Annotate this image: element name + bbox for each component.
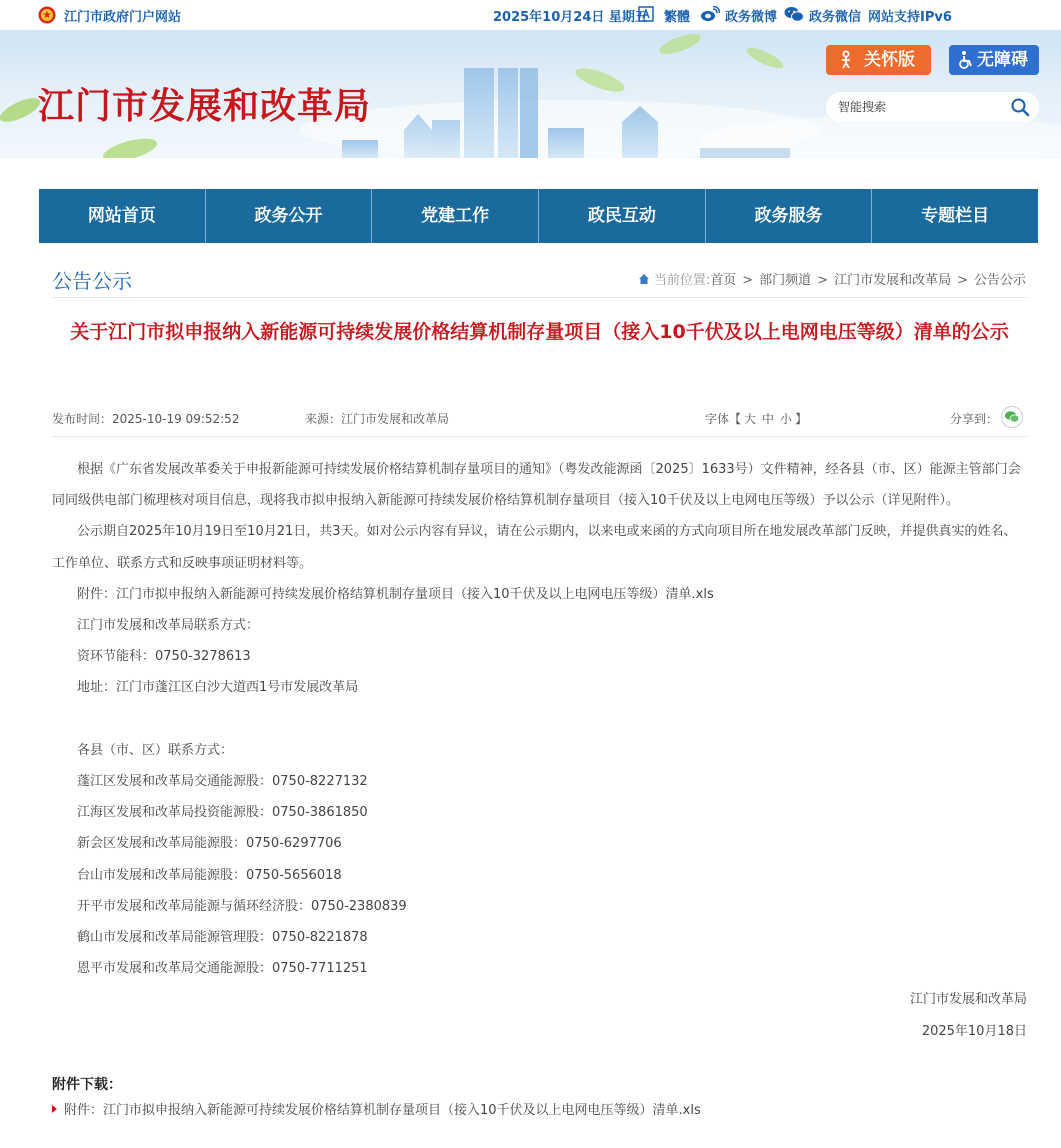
- contact-phone: 资环节能科：0750-3278613: [77, 649, 251, 665]
- county-contact: 新会区发展和改革局能源股：0750-6297706: [77, 836, 342, 852]
- breadcrumb-department[interactable]: 部门频道: [759, 273, 812, 288]
- breadcrumb: 当前位置:首页 > 部门频道 > 江门市发展和改革局 > 公告公示: [638, 269, 1026, 288]
- content-area: [39, 243, 1038, 1148]
- share-label: 分享到：: [950, 412, 999, 426]
- breadcrumb-bureau[interactable]: 江门市发展和改革局: [834, 273, 952, 288]
- blank-line: [52, 704, 1027, 735]
- article-title: 关于江门市拟申报纳入新能源可持续发展价格结算机制存量项目（接入10千伏及以上电网电压等级）清单的公示: [70, 321, 1009, 343]
- nav-special-topics[interactable]: 专题栏目: [921, 206, 990, 226]
- divider: [52, 297, 1027, 298]
- traditional-link[interactable]: 繁體: [664, 10, 691, 25]
- signature: 江门市发展和改革局: [909, 992, 1027, 1008]
- font-large[interactable]: 大: [744, 412, 757, 426]
- county-contact: 蓬江区发展和改革局交通能源股：0750-8227132: [77, 774, 368, 790]
- contact-address: 地址：江门市蓬江区白沙大道西1号市发展改革局: [77, 680, 359, 696]
- county-contact: 开平市发展和改革局能源与循环经济股：0750-2380839: [77, 898, 407, 914]
- main-nav: [39, 189, 1038, 243]
- font-medium[interactable]: 中: [762, 412, 775, 426]
- home-icon: [638, 273, 650, 285]
- accessibility-label: 无障碍: [977, 50, 1028, 70]
- traditional-chinese-icon: [638, 6, 654, 22]
- county-contact: 恩平市发展和改革局交通能源股：0750-7711251: [77, 961, 368, 977]
- weibo-icon: [700, 6, 720, 22]
- care-mode-label: 关怀版: [864, 50, 915, 70]
- article-source: 来源：江门市发展和改革局: [305, 412, 450, 426]
- section-title: 公告公示: [52, 269, 132, 293]
- downloads-title: 附件下载：: [52, 1077, 122, 1093]
- care-mode-button[interactable]: [826, 45, 931, 75]
- wechat-share-icon[interactable]: [1001, 406, 1023, 428]
- elderly-care-icon: [836, 50, 856, 70]
- font-small[interactable]: 小: [780, 412, 793, 426]
- national-emblem-icon: [38, 6, 56, 24]
- nav-party-building[interactable]: 党建工作: [372, 189, 539, 243]
- font-size-control: 字体【 大 中 小 】: [705, 412, 808, 426]
- nav-home[interactable]: 网站首页: [39, 189, 206, 243]
- bullet-arrow-icon: [52, 1105, 57, 1113]
- article-body: [52, 454, 1027, 1047]
- county-contact: 台山市发展和改革局能源股：0750-5656018: [77, 867, 342, 883]
- weibo-link[interactable]: 政务微博: [725, 10, 778, 25]
- divider: [52, 436, 1027, 437]
- nav-gov-services[interactable]: 政务服务: [706, 189, 873, 243]
- county-contact: 鹤山市发展和改革局能源管理股：0750-8221878: [77, 930, 368, 946]
- publish-time: 发布时间：2025-10-19 09:52:52: [52, 412, 240, 426]
- wechat-icon: [784, 6, 804, 22]
- header-banner: [0, 30, 1061, 158]
- paragraph: 根据《广东省发展改革委关于申报新能源可持续发展价格结算机制存量项目的通知》（粤发改能源函〔2025〕1633号）文件精神，经各县（市、区）能源主管部门会同同级供电部门梳理核对项目信息，现将我市拟申报纳入新能源可持续发展价格结算机制存量项目（接入10千伏及以上电网电压等级）予以公示（详见附件）。: [52, 462, 1021, 509]
- breadcrumb-notices[interactable]: 公告公示: [973, 273, 1026, 288]
- current-date: 2025年10月24日 星期五: [493, 10, 648, 25]
- attachment-line: 附件：江门市拟申报纳入新能源可持续发展价格结算机制存量项目（接入10千伏及以上电网电压等级）清单.xls: [77, 586, 714, 602]
- site-title: 江门市发展和改革局: [38, 85, 372, 127]
- county-contact: 江海区发展和改革局投资能源股：0750-3861850: [77, 805, 368, 821]
- nav-interaction[interactable]: 政民互动: [539, 189, 706, 243]
- paragraph: 公示期自2025年10月19日至10月21日，共3天。如对公示内容有异议，请在公示期内，以来电或来函的方式向项目所在地发展改革部门反映，并提供真实的姓名、工作单位、联系方式和反映事项证明材料等。: [52, 524, 1017, 571]
- portal-link[interactable]: 江门市政府门户网站: [64, 10, 182, 25]
- search-input[interactable]: [838, 98, 1008, 116]
- contact-header: 江门市发展和改革局联系方式：: [77, 618, 260, 634]
- county-header: 各县（市、区）联系方式：: [77, 742, 234, 758]
- wheelchair-icon: [956, 50, 976, 70]
- accessibility-button[interactable]: [949, 45, 1039, 75]
- breadcrumb-home[interactable]: 首页: [710, 273, 737, 288]
- breadcrumb-label: 当前位置:: [653, 273, 711, 288]
- search-icon[interactable]: [1010, 97, 1030, 117]
- nav-gov-affairs[interactable]: 政务公开: [206, 189, 373, 243]
- wechat-link[interactable]: 政务微信: [809, 10, 862, 25]
- top-bar: [0, 0, 1061, 30]
- sign-date: 2025年10月18日: [921, 1023, 1027, 1039]
- search-box: [826, 92, 1039, 122]
- ipv6-label: 网站支持IPv6: [868, 10, 952, 25]
- download-link[interactable]: 附件：江门市拟申报纳入新能源可持续发展价格结算机制存量项目（接入10千伏及以上电网电压等级）清单.xls: [52, 1099, 701, 1118]
